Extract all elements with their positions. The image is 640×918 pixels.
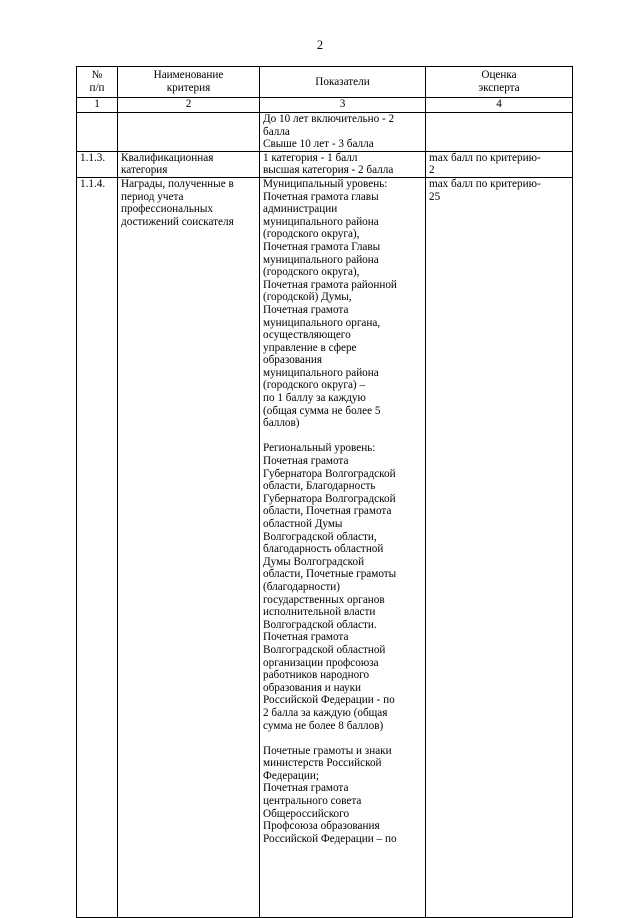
table-row: [77, 151, 573, 177]
row-num: 1.1.3.: [77, 151, 118, 177]
header-indicators: Показатели: [260, 67, 426, 98]
page-number: 2: [316, 38, 324, 52]
row-num: 1.1.4.: [77, 177, 118, 917]
row-name: Награды, полученные в период учета профессиональных достижений соискателя: [118, 177, 260, 917]
column-number: 3: [260, 98, 426, 113]
table-header-row: [77, 67, 573, 98]
row-name: [118, 113, 260, 152]
indicators-federal: Почетные грамоты и знаки министерств Российской Федерации; Почетная грамота центрального совета Общероссийского Профсоюза образования Российской Федерации – по: [263, 744, 397, 845]
criteria-table: [76, 66, 573, 918]
row-indicators: 1 категория - 1 балл высшая категория - 2 балла: [260, 151, 426, 177]
table-row: [77, 177, 573, 917]
header-num: № п/п: [77, 67, 118, 98]
indicators-municipal: Муниципальный уровень: Почетная грамота главы администрации муниципального района (городского округа), Почетная грамота Главы муниципального района (городского округа), Почетная грамота районной (городской) Думы, Почетная грамота муниципального органа, осуществляющего управление в сфере образования муниципального района (городского округа) – по 1 баллу за каждую (общая сумма не более 5 баллов): [263, 177, 397, 430]
indicators-regional: Региональный уровень: Почетная грамота Губернатора Волгоградской области, Благодарность Губернатора Волгоградской области, Почетная грамота областной Думы Волгоградской области, благодарность областной Думы Волгоградской области, Почетные грамоты (благодарности) государственных органов исполнительной власти Волгоградской области. Почетная грамота Волгоградской областной организации профсоюза работников народного образования и науки Российской Федерации - по 2 балла за каждую (общая сумма не более 8 баллов): [263, 442, 397, 732]
column-number: 1: [77, 98, 118, 113]
column-numbers-row: [77, 98, 573, 113]
row-score: max балл по критерию- 2: [426, 151, 573, 177]
column-number: 4: [426, 98, 573, 113]
row-score: max балл по критерию- 25: [426, 177, 573, 917]
header-score: Оценка эксперта: [426, 67, 573, 98]
row-name: Квалификационная категория: [118, 151, 260, 177]
column-number: 2: [118, 98, 260, 113]
header-name: Наименование критерия: [118, 67, 260, 98]
row-indicators: До 10 лет включительно - 2 балла Свыше 10 лет - 3 балла: [260, 113, 426, 152]
table-row: [77, 113, 573, 152]
row-num: [77, 113, 118, 152]
row-indicators: [260, 177, 426, 917]
row-score: [426, 113, 573, 152]
